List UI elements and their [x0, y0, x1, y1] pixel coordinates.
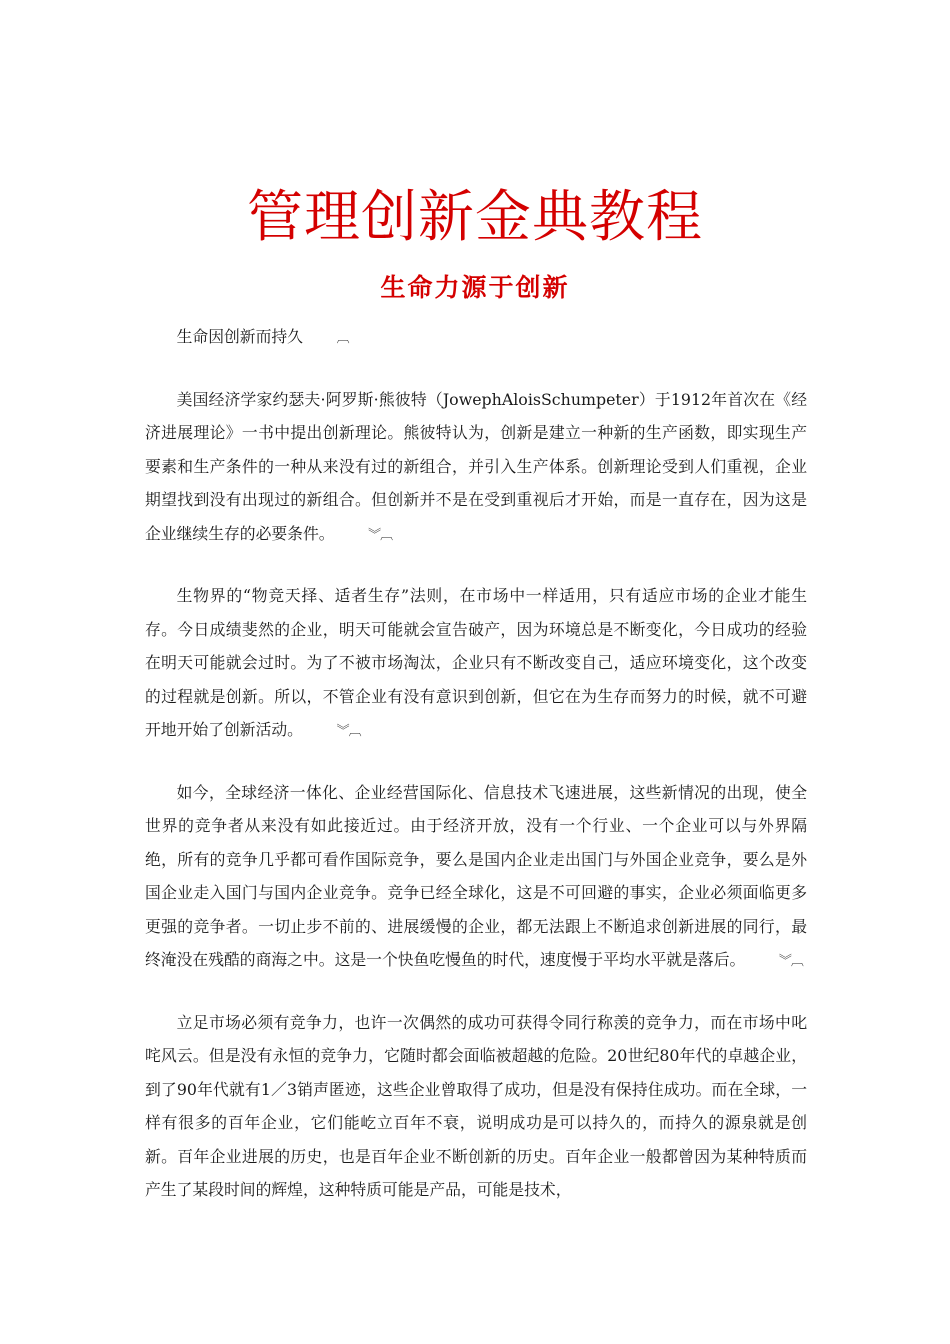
- paragraph-text: 美国经济学家约瑟夫·阿罗斯·熊彼特（JowephAloisSchumpeter）于1912年首次在《经济进展理论》一书中提出创新理论。熊彼特认为，创新是建立一种新的生产函数，即实现生产要素和生产条件的一种从来没有过的新组合，并引入生产体系。创新理论受到人们重视，企业期望找到没有出现过的新组合。但创新并不是在受到重视后才开始，而是一直存在，因为这是企业继续生存的必要条件。: [145, 389, 807, 543]
- paragraph-3: [145, 579, 807, 749]
- paragraph-5: [145, 1006, 807, 1207]
- paragraph-mark: ︾︹: [368, 527, 393, 543]
- paragraph-text: 生物界的“物竞天择、适者生存”法则，在市场中一样适用，只有适应市场的企业才能生存。今日成绩斐然的企业，明天可能就会宣告破产，因为环境总是不断变化，今日成功的经验在明天可能就会过时。为了不被市场淘汰，企业只有不断改变自己，适应环境变化，这个改变的过程就是创新。所以，不管企业有没有意识到创新，但它在为生存而努力的时候，就不可避开地开始了创新活动。: [145, 586, 807, 739]
- paragraph-text: 立足市场必须有竞争力，也许一次偶然的成功可获得令同行称羡的竞争力，而在市场中叱咤风云。但是没有永恒的竞争力，它随时都会面临被超越的危险。20世纪80年代的卓越企业，到了90年代就有1／3销声匿迹，这些企业曾取得了成功，但是没有保持住成功。而在全球，一样有很多的百年企业，它们能屹立百年不衰，说明成功是可以持久的，而持久的源泉就是创新。百年企业进展的历史，也是百年企业不断创新的历史。百年企业一般都曾因为某种特质而产生了某段时间的辉煌，这种特质可能是产品，可能是技术，: [145, 1012, 807, 1199]
- document-title: 管理创新金典教程: [247, 185, 703, 250]
- paragraph-mark: ︹: [336, 331, 349, 346]
- document-body: [145, 320, 807, 1234]
- paragraph-text: 如今，全球经济一体化、企业经营国际化、信息技术飞速进展，这些新情况的出现，使全世界的竞争者从来没有如此接近过。由于经济开放，没有一个行业、一个企业可以与外界隔绝，所有的竞争几乎都可看作国际竞争，要么是国内企业走出国门与外国企业竞争，要么是外国企业走入国门与国内企业竞争。竞争已经全球化，这是不可回避的事实，企业必须面临更多更强的竞争者。一切止步不前的、进展缓慢的企业，都无法跟上不断追求创新进展的同行，最终淹没在残酷的商海之中。这是一个快鱼吃慢鱼的时代，速度慢于平均水平就是落后。: [145, 782, 807, 969]
- paragraph-mark: ︾︹: [336, 724, 361, 739]
- paragraph-text: 生命因创新而持久: [176, 327, 303, 346]
- paragraph-2: [145, 383, 807, 553]
- paragraph-4: [145, 776, 807, 979]
- paragraph-mark: ︾︹: [778, 954, 803, 969]
- paragraph-1: [145, 320, 807, 356]
- document-subtitle: 生命力源于创新: [380, 273, 570, 302]
